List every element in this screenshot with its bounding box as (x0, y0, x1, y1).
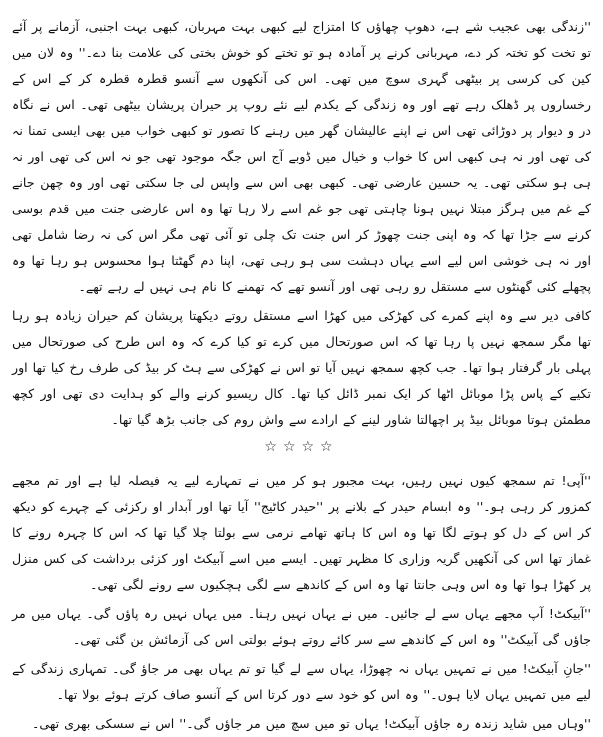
paragraph-5: ''جانِ آبیکٹ! میں نے تمہیں یہاں نہ چھوڑا، یہاں سے لے گیا تو تم یہاں بھی مر جاؤ گی۔ تمہاری زندگی کے لیے میں تمہیں یہاں لایا ہوں۔'' وہ اس کو خود سے دور کرتا اس کے آنسو صاف کرتے ہوئے بولا تھا۔ (12, 661, 591, 702)
paragraph-6: ''وہاں میں شاید زندہ رہ جاؤں آبیکٹ! یہاں تو میں سچ میں مر جاؤں گی۔'' اس نے سسکی بھری تھی۔ (31, 716, 591, 731)
paragraph-4: ''آبیکٹ! آپ مجھے یہاں سے لے جائیں۔ میں نے یہاں نہیں رہنا۔ میں یہاں نہیں رہ پاؤں گی۔ یہاں میں مر جاؤں گی آبیکٹ'' وہ اس کے کاندھے سے سر کائے روتے ہوئے بولتی اس کی آزمائش بن گئی تھی۔ (12, 606, 591, 647)
paragraph-2: کافی دیر سے وہ اپنے کمرے کی کھڑکی میں کھڑا اسے مستقل روتے دیکھتا پریشان کم حیران زیادہ ہو رہا تھا مگر سمجھ نہیں پا رہا تھا کہ اس صورتحال میں کرے تو کیا کرے کہ وہ اس طرح کی صورتحال میں پہلی بار گرفتار ہوا تھا۔ جب کچھ سمجھ نہیں آیا تو اس نے کھڑکی سے ہٹ کر بیڈ کی طرف رخ کیا تھا اور تکیے کے پاس پڑا موبائل اٹھا کر ایک نمبر ڈائل کیا تھا۔ کال ریسیو کرنے والے کو ہدایت دی تھی اور کچھ مطمئن ہوتا موبائل بیڈ پر اچھالتا شاور لینے کے ارادے سے واش روم کی جانب بڑھ گیا تھا۔ (12, 308, 591, 427)
paragraph-1: ''زندگی بھی عجیب شے ہے، دھوپ چھاؤں کا امتزاج لیے کبھی بہت مہربان، کبھی بہت اجنبی، آزمانے پر آئے تو تخت کو تختہ کر دے، مہربانی کرنے پر آمادہ ہو تو تختے کو خوش بختی کی علامت بنا دے۔'' وہ لان میں کین کی کرسی پر بیٹھی گہری سوچ میں تھی۔ اس کی آنکھوں سے آنسو قطرہ قطرہ کر کے اس کے رخساروں پر ڈھلک رہے تھے اور وہ زندگی کے یکدم لیے نئے روپ پر حیران پریشان بیٹھی تھی۔ اس نے نگاہ در و دیوار پر دوڑائی تھی اس نے اپنے عالیشان گھر میں رہنے کا تصور تو کبھی خواب میں بھی ایسی تمنا نہ کی تھی اور نہ ہی کبھی اس کا خواب و خیال میں ڈوبے آج اس جگہ موجود تھی جو نہ اس کی تھی اور نہ ہی ہو سکتی تھی۔ یہ حسین عارضی تھی۔ کبھی بھی اس سے واپس لی جا سکتی تھی اور وہ چھن جانے کے غم میں ہرگز مبتلا نہیں ہونا چاہتی تھی جو غم اسے رلا رہا تھا وہ اس عارضی جنت میں قدم بوسی کرنے سے جڑا تھا کہ وہ اپنی جنت چھوڑ کر اس جنت تک چلی تو آئی تھی مگر اس کی نہ رضا شامل تھی اور نہ ہی خوشی اس لیے اسے یہاں دہشت سی ہو رہی تھی، اپنا دم گھٹتا ہوا محسوس ہو رہا تھا وہ پچھلے کئی گھنٹوں سے مستقل رو رہی تھی اور آنسو تھے کہ تھمنے کا نام ہی نہیں لے رہے تھے۔ (12, 19, 591, 294)
paragraph-3: ''آپی! تم سمجھ کیوں نہیں رہیں، بہت مجبور ہو کر میں نے تمہارے لیے یہ فیصلہ لیا ہے اور تم مجھے کمزور کر رہی ہو۔'' وہ ابسام حیدر کے بلانے پر ''حیدر کاٹیج'' آیا تھا اور آبدار او رکزئی کے چہرے کو دیکھ کر اس کے دل کو ہوتے لگا تھا وہ اس کا ہاتھ تھامے نرمی سے بولتا چلا گیا تھا کہ اس کا چہرہ رونے کا غماز تھا اس کی آنکھیں گریہ وزاری کا مظہر تھیں۔ ایسے میں اسے آبیکٹ اور کزئی برداشت کی کس منزل پر کھڑا ہوا تھا وہ اس وہی جانتا تھا وہ اس کے کاندھے سے لگی ہچکیوں سے رونے لگی تھی۔ (12, 473, 591, 592)
section-separator: ☆☆☆☆ (264, 439, 339, 455)
